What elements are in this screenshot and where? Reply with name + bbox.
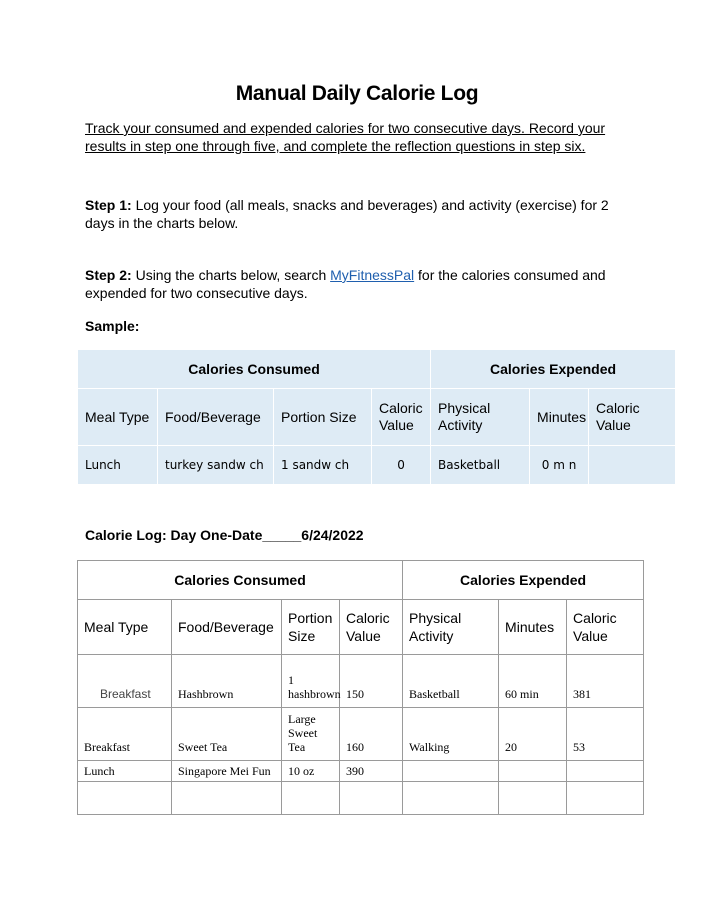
sample-col-portion-size: Portion Size [274,389,372,446]
log-cell[interactable]: Breakfast [78,655,172,708]
log-cell[interactable] [499,761,567,782]
step-2-text-after: for the calories consumed and expended for two consecutive days. [85,267,606,301]
step-2 [85,266,630,302]
sample-calories-consumed-header: Calories Consumed [78,350,431,389]
sample-label: Sample: [85,318,140,334]
log-cell[interactable] [499,782,567,815]
table-row [78,782,644,815]
log-column-header-row [78,600,644,655]
log-cell[interactable]: 10 oz [282,761,340,782]
log-cell[interactable]: Large Sweet Tea [282,708,340,761]
sample-cell: Lunch [78,446,158,485]
log-cell[interactable]: 160 [340,708,403,761]
log-cell[interactable] [282,782,340,815]
sample-col-physical-activity: Physical Activity [431,389,530,446]
log-cell[interactable]: 53 [567,708,644,761]
log-col-portion-size: Portion Size [282,600,340,655]
sample-col-caloric-value-expended: Caloric Value [589,389,676,446]
log-cell[interactable]: 381 [567,655,644,708]
table-row [78,655,644,708]
myfitnesspal-link[interactable]: MyFitnessPal [330,267,415,283]
table-row [78,446,676,485]
log-cell[interactable] [340,782,403,815]
log-cell[interactable]: 150 [340,655,403,708]
table-row [78,761,644,782]
sample-cell: turkey sandw ch [158,446,274,485]
sample-cell: 1 sandw ch [274,446,372,485]
step-1-text: Log your food (all meals, snacks and beverages) and activity (exercise) for 2 days in the charts below. [85,197,609,231]
log-cell[interactable]: 60 min [499,655,567,708]
log-col-food-beverage: Food/Beverage [172,600,282,655]
log-group-header-row [78,561,644,600]
day-one-log-table [77,560,644,815]
log-cell[interactable] [567,761,644,782]
sample-col-meal-type: Meal Type [78,389,158,446]
sample-col-minutes: Minutes [530,389,589,446]
log-cell[interactable] [78,782,172,815]
log-cell[interactable]: Lunch [78,761,172,782]
log-cell[interactable]: 1 hashbrown [282,655,340,708]
log-calories-consumed-header: Calories Consumed [78,561,403,600]
sample-col-caloric-value: Caloric Value [372,389,431,446]
log-cell[interactable] [567,782,644,815]
sample-group-header-row [78,350,676,389]
log-col-physical-activity: Physical Activity [403,600,499,655]
sample-cell [589,446,676,485]
log-col-meal-type: Meal Type [78,600,172,655]
log-calories-expended-header: Calories Expended [403,561,644,600]
log-cell[interactable]: Breakfast [78,708,172,761]
log-col-minutes: Minutes [499,600,567,655]
day-one-label: Calorie Log: Day One-Date_____6/24/2022 [85,527,364,543]
step-1 [85,196,630,232]
log-cell[interactable]: Walking [403,708,499,761]
sample-col-food-beverage: Food/Beverage [158,389,274,446]
log-cell[interactable] [403,782,499,815]
step-2-text-before: Using the charts below, search [131,267,331,283]
step-1-label: Step 1: [85,197,132,213]
sample-calories-expended-header: Calories Expended [431,350,676,389]
sample-cell: Basketball [431,446,530,485]
log-col-caloric-value: Caloric Value [340,600,403,655]
log-cell[interactable]: Hashbrown [172,655,282,708]
log-cell[interactable]: Sweet Tea [172,708,282,761]
table-row [78,708,644,761]
step-2-label: Step 2: [85,267,132,283]
log-cell[interactable]: 20 [499,708,567,761]
log-cell[interactable]: 390 [340,761,403,782]
intro-text: Track your consumed and expended calories for two consecutive days. Record your results in step one through five, and complete the reflection questions in step six. [85,120,606,154]
log-cell[interactable] [403,761,499,782]
sample-cell: 0 m n [530,446,589,485]
log-col-caloric-value-expended: Caloric Value [567,600,644,655]
sample-column-header-row [78,389,676,446]
log-cell[interactable]: Singapore Mei Fun [172,761,282,782]
log-cell[interactable] [172,782,282,815]
page-title: Manual Daily Calorie Log [235,82,479,105]
sample-table [77,349,676,485]
log-cell[interactable]: Basketball [403,655,499,708]
sample-cell: 0 [372,446,431,485]
